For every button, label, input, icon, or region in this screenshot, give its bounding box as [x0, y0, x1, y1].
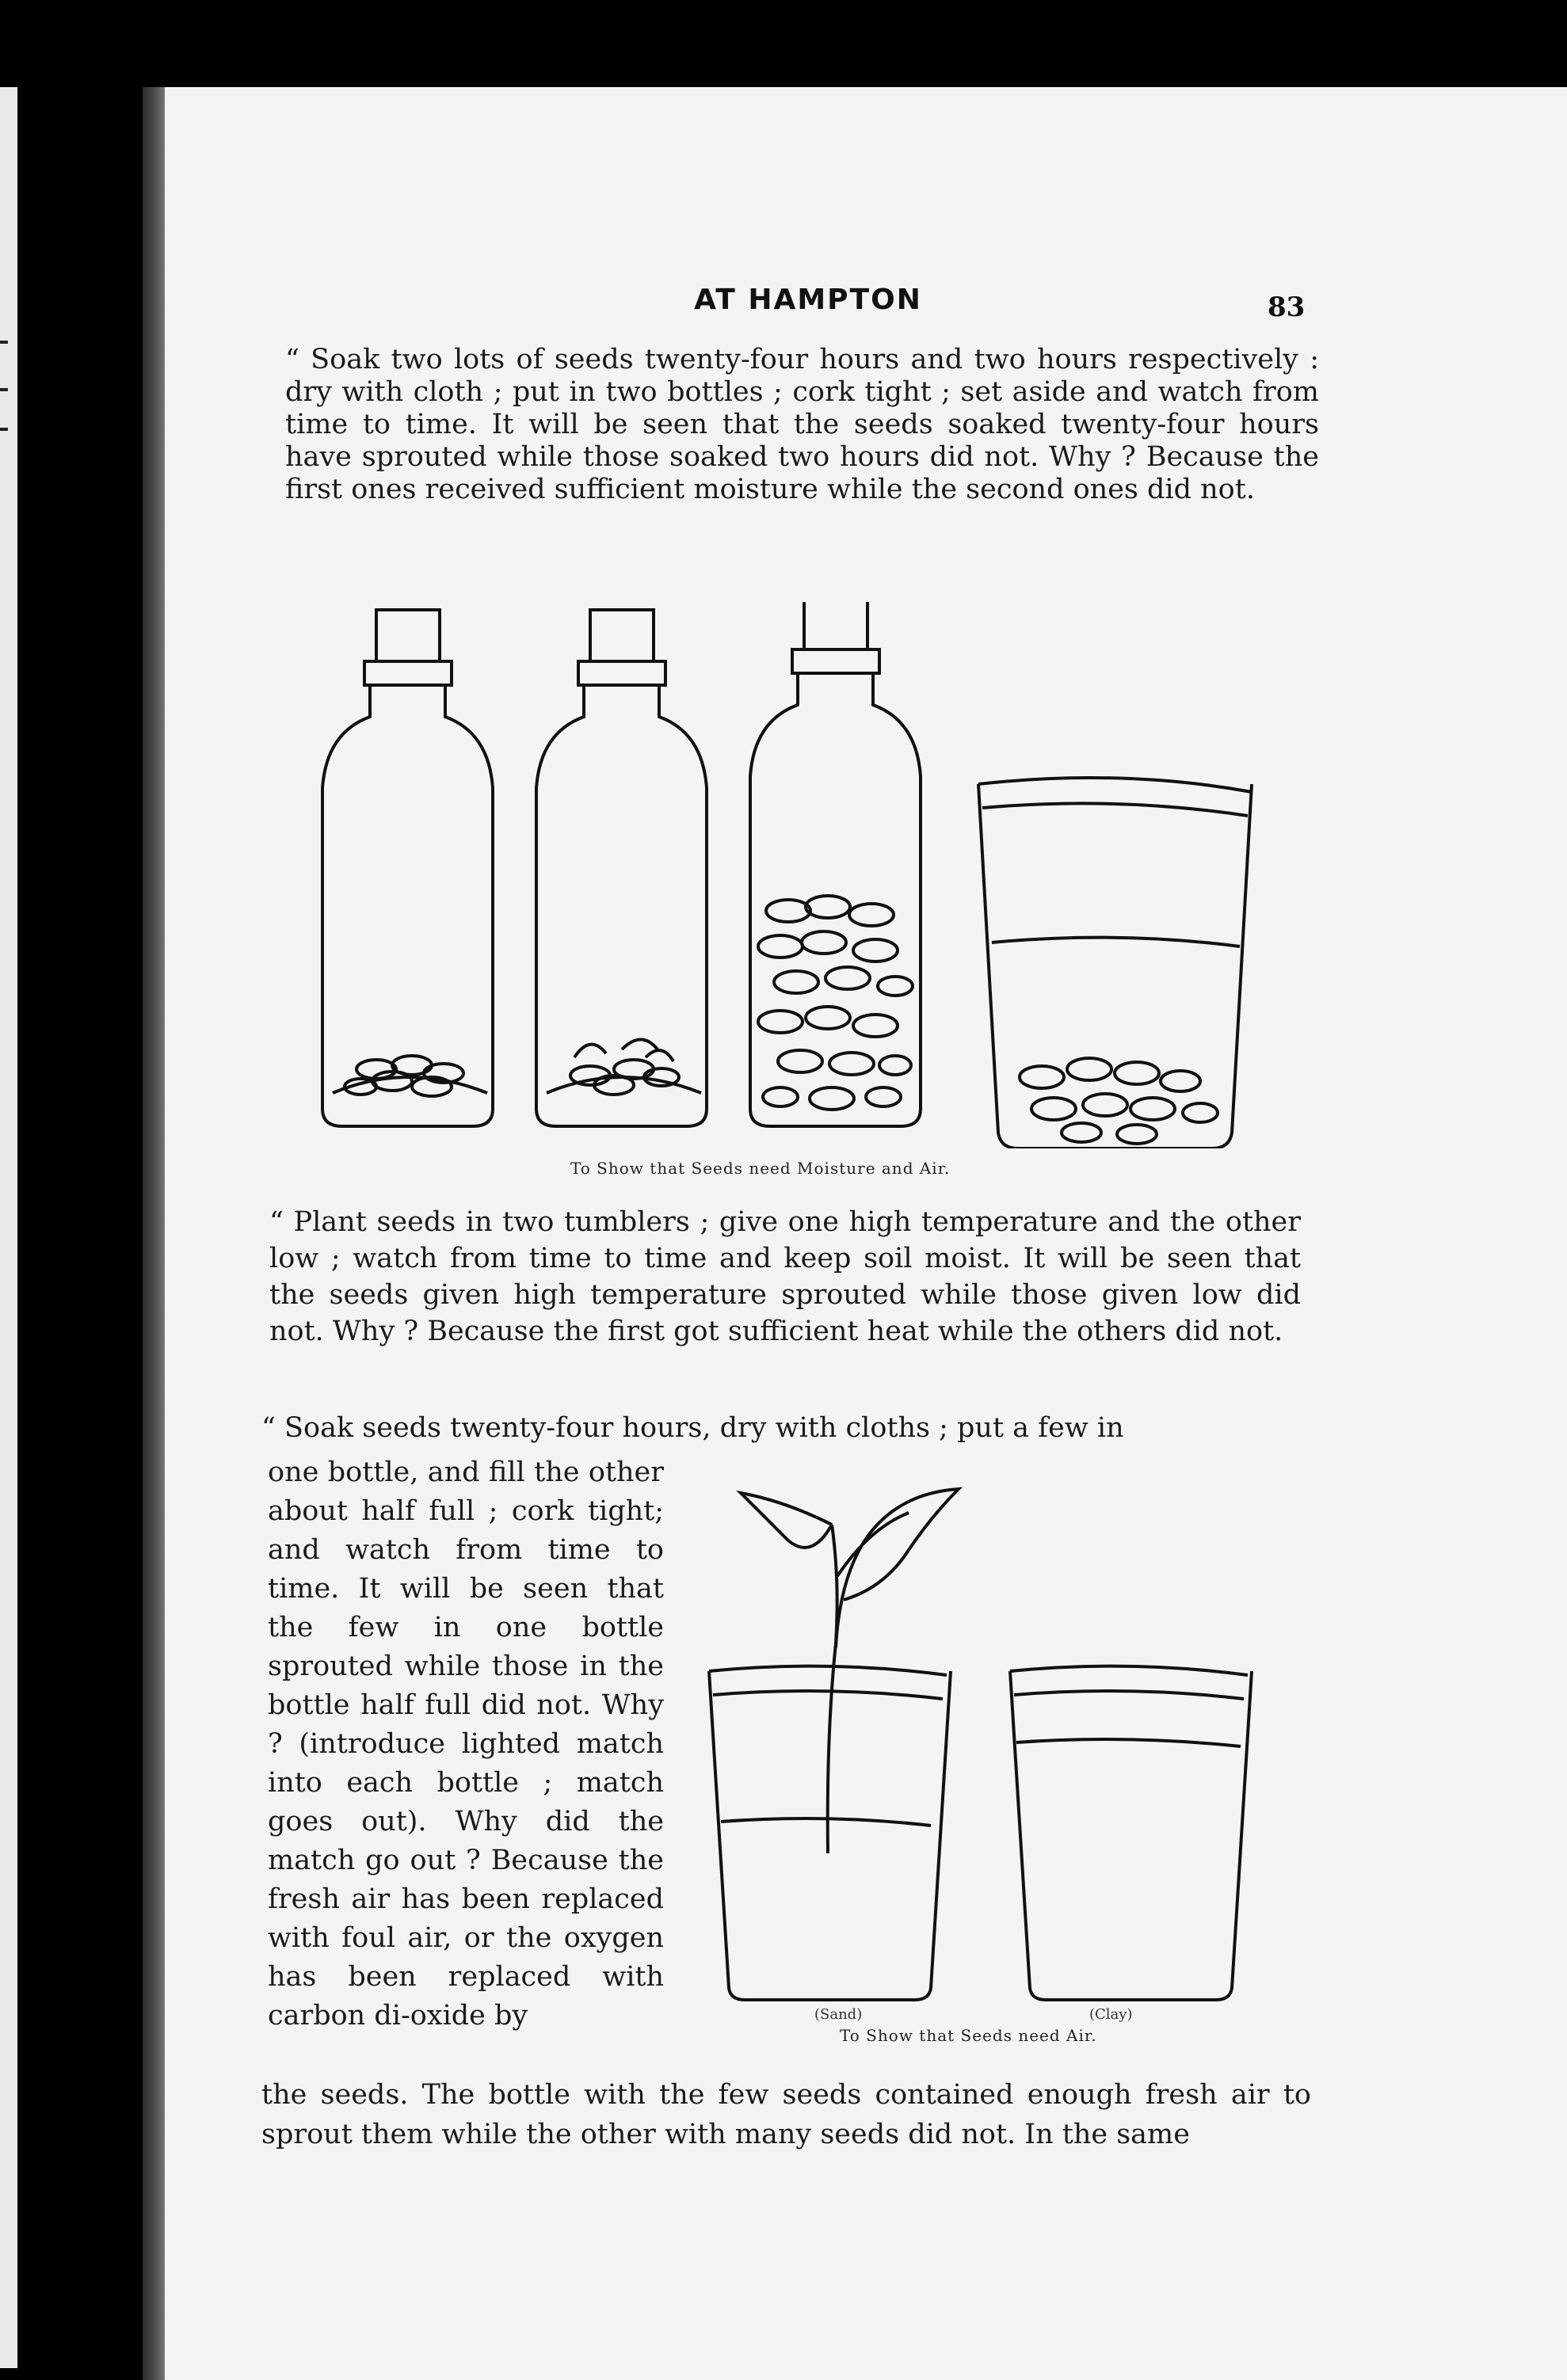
paragraph-moisture-experiment: “ Soak two lots of seeds twenty-four hours and two hours respectively : dry with cloth ; put in two bottles ; cork tight ; set aside and watch from time to time. It will be seen that the seeds soaked twenty-four hours have sprouted while those soaked two hours did not. Why ? Because the first ones received sufficient moisture while the second ones did not. — [285, 344, 1319, 505]
tumbler-clay — [1010, 1666, 1252, 2000]
bottle-sprouted-seeds — [536, 610, 707, 1126]
adjacent-page-mark — [0, 428, 8, 431]
adjacent-page-mark — [0, 388, 8, 391]
adjacent-page-edge — [0, 87, 17, 2368]
adjacent-page-mark — [0, 341, 8, 344]
label-sand: (Sand) — [814, 2006, 863, 2023]
bottle-dry-seeds — [322, 610, 493, 1126]
glass-seeds-in-water — [978, 778, 1252, 1148]
figure-bottles-illustration — [313, 602, 1303, 1148]
paragraph-air-experiment-end: the seeds. The bottle with the few seeds contained enough fresh air to sprout them while the other with many seeds did not. In the same — [261, 2079, 1311, 2150]
figure1-caption: To Show that Seeds need Moisture and Air. — [570, 1159, 951, 1178]
bottle-full-seeds — [750, 602, 921, 1126]
paragraph-air-experiment-wrap: one bottle, and fill the other about half full ; cork tight; and watch from time to time. It will be seen that the few in one bottle sprouted while those in the bottle half full did not. Why ? (introduce lighted match into each bottle ; match goes out). Why did the match go out ? Because the fresh air has been replaced with foul air, or the oxygen has been replaced with carbon di-oxide by — [268, 1457, 664, 2032]
page-number: 83 — [1268, 291, 1306, 323]
tumbler-sand-with-seedling — [709, 1489, 959, 2000]
label-clay: (Clay) — [1089, 2006, 1133, 2023]
running-header: AT HAMPTON — [694, 284, 922, 316]
page-binding-shadow — [143, 87, 165, 2380]
figure-tumblers-illustration — [701, 1481, 1287, 2012]
paragraph-temperature-experiment: “ Plant seeds in two tumblers ; give one high temperature and the other low ; watch from time to time and keep soil moist. It will be seen that the seeds given high temperature sprouted while those given low did not. Why ? Because the first got sufficient heat while the others did not. — [269, 1206, 1301, 1347]
figure2-caption: To Show that Seeds need Air. — [840, 2026, 1097, 2045]
paragraph-air-experiment-start: “ Soak seeds twenty-four hours, dry with cloths ; put a few in — [261, 1412, 1124, 1444]
